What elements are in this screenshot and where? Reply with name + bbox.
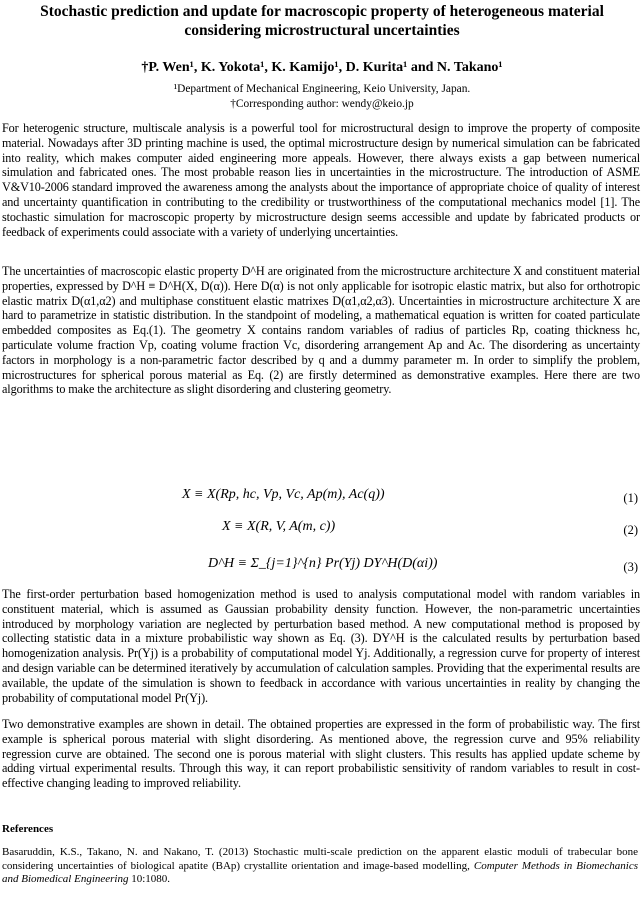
paper-title: Stochastic prediction and update for macroscopic property of heterogeneous material considering microstructural uncertainties: [40, 3, 604, 39]
paragraph-uncertainties: The uncertainties of macroscopic elastic property D^H are originated from the microstructure architecture X and constituent material properties, expressed by D^H ≡ D^H(X, D(α)). Here D(α) is not only applicable for isotropic elastic matrix, but also for orthotropic elastic matrix D(α1,α2) and multiphase constituent elastic matrixes D(α1,α2,α3). Uncertainties in microstructure architecture X are hard to parametrize in statistic distribution. In the standpoint of modeling, a mathematical equation is written for coated particulate embedded composites as Eq.(1). The geometry X contains random variables of radius of particles Rp, coating thickness hc, particulate volume fraction Vp, coating volume fraction Vc, disordering arrangement Ap and Ac. The disordering as uncertainty factors in morphology is a non-parametric factor described by q and a dummy parameter m. In order to simplify the problem, microstructures for spherical porous material as Eq. (2) are firstly determined as demonstrative examples. Here there are two algorithms to make the architecture as slight disordering and clustering geometry.: [2, 264, 640, 397]
reference-1-tail: 10:1080.: [131, 873, 171, 886]
equation-2: X ≡ X(R, V, A(m, c)): [222, 519, 336, 534]
paragraph-intro: For heterogenic structure, multiscale analysis is a powerful tool for microstructural design to improve the property of composite material. Nowadays after 3D printing machine is used, the optimal microstructure design by numerical simulation can be fabricated into reality, which makes computer aided engineering more appeals. However, there always exists a gap between numerical simulation and fabricated ones. The most probable reason lies in uncertainties in the microstructure. The introduction of ASME V&V10-2006 standard improved the awareness among the analysts about the importance of appropriate choice of quality of interest and uncertainty quantification in contributing to the credibility or trustworthiness of the computational mechanics model [1]. The stochastic simulation for macroscopic property by microstructure design seems accessible and update by fabricated products or feedback of experiments could associate with a variety of underlying uncertainties.: [2, 121, 640, 239]
reference-1-journal: Computer Methods in Biomechanics and Biomedical Engineering: [2, 859, 638, 886]
references-heading: References: [2, 823, 54, 835]
reference-1-text: Basaruddin, K.S., Takano, N. and Nakano, T. (2013) Stochastic multi-scale prediction on the apparent elastic moduli of trabecular bone considering uncertainties of biological apatite (BAp) crystallite orientation and image-based modelling,: [2, 846, 638, 872]
equation-1-number: (1): [623, 491, 638, 505]
affiliation: ¹Department of Mechanical Engineering, Keio University, Japan.: [173, 83, 471, 95]
paragraph-perturbation: The first-order perturbation based homogenization method is used to analysis computational model with random variables in constituent material, which is assumed as Gaussian probability density function. However, the non-parametric uncertainties introduced by morphology variation are neglected by perturbation based method. A new computational method is proposed by collecting statistic data in a mixture probabilistic way shown as Eq. (3). DY^H is the calculated results by perturbation based homogenization analysis. Pr(Yj) is a probability of computational model Yj. Additionally, a regression curve for property of interest and design variable can be determined iteratively by accumulation of calculation samples. Providing that the experimental results are available, the update of the simulation is shown to feedback in accordance with various uncertainties in reality by changing the probability of computational model Pr(Yj).: [2, 587, 640, 705]
author-list: †P. Wen¹, K. Yokota¹, K. Kamijo¹, D. Kurita¹ and N. Takano¹: [141, 60, 503, 75]
reference-1: [2, 846, 638, 887]
corresponding-author: †Corresponding author: wendy@keio.jp: [230, 98, 414, 110]
equation-3-number: (3): [623, 560, 638, 574]
equation-2-number: (2): [623, 523, 638, 537]
equation-3: D^H ≡ Σ_{j=1}^{n} Pr(Yj) DY^H(D(αi)): [208, 556, 438, 571]
equation-1: X ≡ X(Rp, hc, Vp, Vc, Ap(m), Ac(q)): [182, 487, 385, 502]
paragraph-examples: Two demonstrative examples are shown in detail. The obtained properties are expressed in the form of probabilistic way. The first example is spherical porous material with slight disordering. As mentioned above, the regression curve and 95% reliability regression curve are obtained. The second one is porous material with slight clusters. This results has applied update scheme by adding virtual experimental results. Through this way, it can report probabilistic sensitivity of random variables to result in cost-effective changing leading to improved reliability.: [2, 717, 640, 791]
